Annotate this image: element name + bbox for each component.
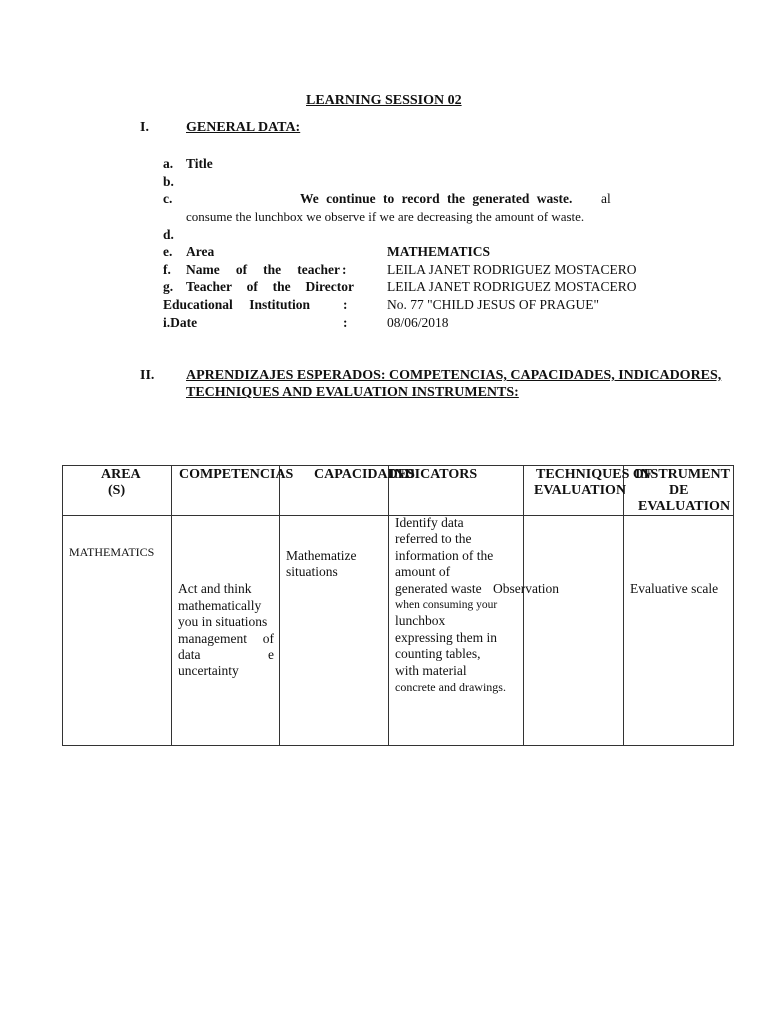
header-techniques: TECHNIQUES OF EVALUATION	[524, 466, 624, 516]
item-h-label: Educational Institution	[163, 297, 310, 312]
cell-capacidades: Mathematize situations	[280, 516, 389, 746]
table-row	[63, 516, 734, 746]
item-e-value: MATHEMATICS	[387, 244, 491, 259]
header-indicators: INDICATORS	[389, 466, 524, 516]
header-capacidades: CAPACIDADES	[280, 466, 389, 516]
cell-area: MATHEMATICS	[63, 516, 172, 746]
item-g-letter: g.	[163, 279, 174, 294]
header-area: AREA (S)	[63, 466, 172, 516]
table-header-row	[63, 466, 734, 516]
header-competencias: COMPETENCIAS	[172, 466, 280, 516]
section-2-heading-line1: APRENDIZAJES ESPERADOS: COMPETENCIAS, CAPACIDADES, INDICADORES,	[186, 368, 722, 383]
header-instrument: INSTRUMENT DE EVALUATION	[624, 466, 734, 516]
item-c-text: We continue to record the generated waste.	[300, 191, 573, 206]
item-g-value: LEILA JANET RODRIGUEZ MOSTACERO	[387, 279, 637, 294]
cell-instrument: Evaluative scale	[624, 516, 734, 746]
item-e-label: Area	[186, 244, 215, 259]
item-c-tail: al	[601, 191, 611, 206]
item-f-value: LEILA JANET RODRIGUEZ MOSTACERO	[387, 262, 637, 277]
cell-techniques-value: Observation	[493, 581, 559, 596]
item-a-label: Title	[186, 156, 213, 171]
item-b-letter: b.	[163, 174, 174, 189]
page-title: LEARNING SESSION 02	[306, 93, 462, 108]
cell-indicators: Identify data referred to the information of the amount of generated waste when consuming your lunchbox expressing them in counting tables, with material concrete and drawings. Observation	[389, 516, 524, 746]
section-2-numeral: II.	[140, 368, 155, 383]
item-g-label: Teacher of the Director	[186, 279, 354, 294]
item-f-letter: f.	[163, 262, 171, 277]
cell-competencias: Act and think mathematically you in situations management of data e uncertainty	[172, 516, 280, 746]
section-1-heading: GENERAL DATA:	[186, 120, 301, 135]
item-i-value: 08/06/2018	[387, 315, 449, 330]
item-a-letter: a.	[163, 156, 174, 171]
section-1-numeral: I.	[140, 120, 149, 135]
item-d-letter: d.	[163, 227, 174, 242]
cell-techniques	[524, 516, 624, 746]
item-c-text-line2: consume the lunchbox we observe if we are decreasing the amount of waste.	[186, 209, 585, 224]
item-f-sep: :	[342, 262, 347, 277]
item-h-value: No. 77 "CHILD JESUS OF PRAGUE"	[387, 297, 600, 312]
item-e-letter: e.	[163, 244, 173, 259]
item-i-sep: :	[343, 315, 348, 330]
item-c-letter: c.	[163, 191, 173, 206]
section-2-heading-line2: TECHNIQUES AND EVALUATION INSTRUMENTS:	[186, 385, 519, 400]
learning-table	[62, 465, 734, 746]
item-f-label: Name of the teacher	[186, 262, 340, 277]
item-i-label: i.Date	[163, 315, 198, 330]
item-h-sep: :	[343, 297, 348, 312]
